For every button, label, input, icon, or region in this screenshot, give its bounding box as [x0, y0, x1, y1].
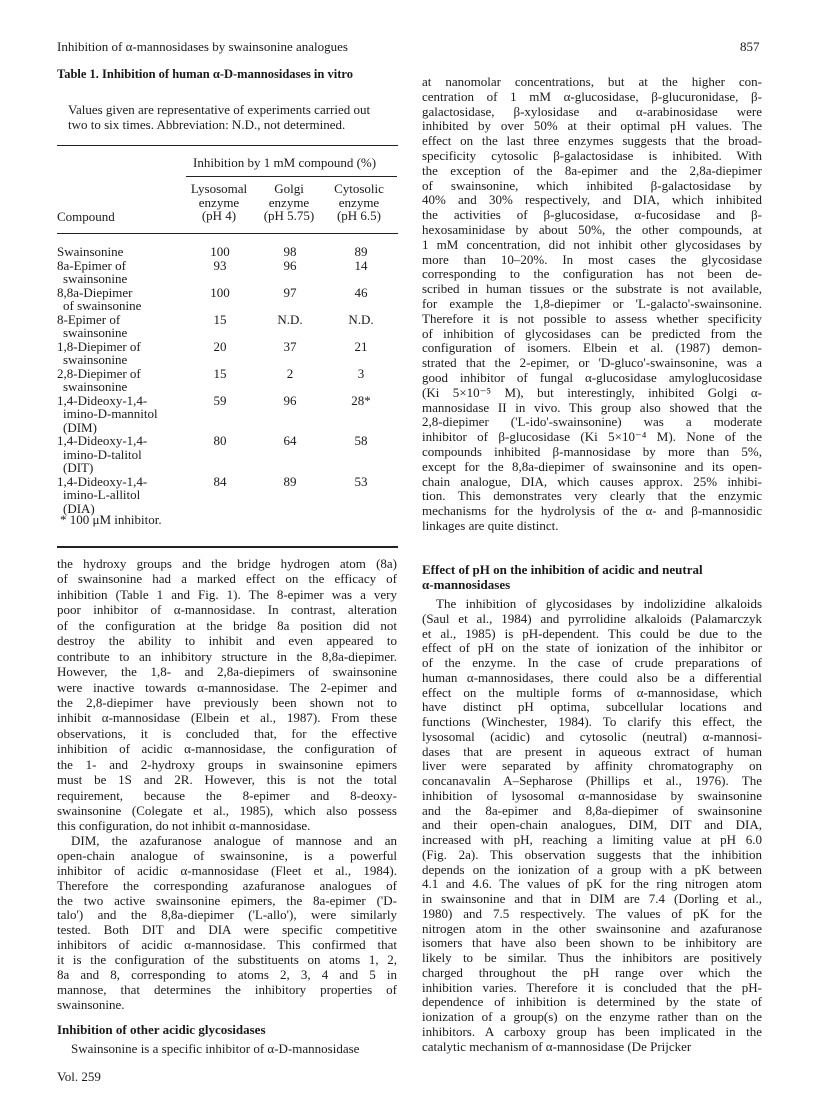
text-line: the hydroxy groups and the bridge hydrogen atom (8a): [57, 556, 397, 571]
text-line: 1980) and 7.5 respectively. The values of pK for the: [422, 905, 762, 921]
text-line: effect on the multiple forms of α-mannosidase, which: [422, 684, 762, 700]
table-row: [57, 259, 398, 286]
compound-cell: [57, 286, 197, 313]
value-cell: 89: [354, 244, 368, 259]
text-line: hexosaminidase by about 50%, the other compounds, at: [422, 221, 762, 237]
text-line: compounds inhibited β-mannosidase by more than 5%,: [422, 443, 762, 459]
compound-cell: [57, 394, 197, 435]
compound-name-line: of swainsonine: [63, 298, 142, 313]
text-line: were inactive towards α-mannosidase. The 2-epimer and: [57, 679, 397, 695]
value-cell: 20: [213, 338, 227, 354]
heading-line: α-mannosidases: [422, 577, 511, 592]
text-line: in swainsonine and that in DIM are 7.4 (Dorling et al.,: [422, 891, 762, 906]
text-line: good inhibitor of fungal α-glucosidase amyloglucosidase: [422, 369, 762, 385]
text-line: The inhibition of glycosidases by indolizidine alkaloids: [436, 596, 762, 611]
table-bottom-rule: [57, 546, 398, 548]
value-cell: 98: [283, 244, 297, 259]
text-line: of the enzyme. In the case of crude preparations of: [422, 655, 762, 670]
left-paragraph-2: [57, 834, 397, 1013]
text-line: dases that are present in aqueous extract of human: [422, 743, 762, 759]
value-cell: 21: [354, 338, 368, 354]
value-cell: 59: [213, 392, 227, 408]
value-cell: 2: [286, 365, 294, 381]
header-line: enzyme: [338, 194, 380, 210]
header-line: Lysosomal: [190, 181, 248, 196]
text-line: concanavalin A–Sepharose (Phillips et al., 1976). The: [422, 773, 762, 788]
text-line: functions (Winchester, 1984). To clarify this effect, the: [422, 714, 762, 729]
table-body: [57, 245, 398, 515]
compound-name-line: 1,8-Diepimer of: [57, 338, 141, 354]
right-paragraph-2: [422, 597, 762, 1054]
text-line: centration of 1 mM α-glucosidase, β-glucuronidase, β-: [422, 88, 762, 104]
text-line: inhibition (Table 1 and Fig. 1). The 8-epimer was a very: [57, 586, 397, 602]
compound-name-line: (DIM): [63, 419, 97, 435]
table-row: [57, 367, 398, 394]
text-line: strated that the 2-epimer, or 'D-gluco'-swainsonine, was a: [422, 355, 762, 371]
column-header-golgi: [253, 182, 325, 223]
text-line: tested. Both DIT and DIA were specific competitive: [57, 922, 397, 938]
compound-name-line: 1,4-Dideoxy-1,4-: [57, 473, 148, 489]
header-line: Cytosolic: [334, 181, 384, 196]
text-line: at nanomolar concentrations, but at the higher con-: [422, 74, 762, 89]
compound-cell: [57, 259, 197, 286]
compound-name-line: 2,8-Diepimer of: [57, 365, 141, 381]
text-line: must be 1S and 2R. However, this is not the total: [57, 772, 397, 788]
text-line: depends on the ionization of a group with a pK between: [422, 861, 762, 877]
text-line: catalytic mechanism of α-mannosidase (De Prijcker: [422, 1038, 692, 1054]
compound-cell: [57, 367, 197, 394]
text-line: 2,8-diepimer ('L-ido'-swainsonine) was a moderate: [422, 414, 762, 430]
compound-name-line: 1,4-Dideoxy-1,4-: [57, 392, 148, 408]
text-line: DIM, the azafuranose analogue of mannose and an: [71, 833, 397, 848]
group-header: Inhibition by 1 mM compound (%): [193, 155, 377, 170]
heading-line: Effect of pH on the inhibition of acidic and neutral: [422, 562, 703, 577]
text-line: corresponding to the configuration has not been de-: [422, 266, 762, 282]
text-line: observations, it is concluded that, for the effective: [57, 725, 397, 741]
text-line: talo') and the 8,8a-diepimer ('L-allo'), were similarly: [57, 907, 397, 923]
table-header-rule: [57, 233, 398, 234]
text-line: poor inhibitor of α-mannosidase. In contrast, alteration: [57, 602, 397, 618]
table-title: Table 1. Inhibition of human α-D-mannosidases in vitro: [57, 67, 353, 81]
text-line: 4.1 and 4.6. The values of pK for the ring nitrogen atom: [422, 876, 762, 892]
caption-line: two to six times. Abbreviation: N.D., not determined.: [68, 117, 346, 132]
text-line: 8a and 8, corresponding to atoms 2, 3, 4 and 5 in: [57, 967, 397, 983]
value-cell: 80: [213, 433, 227, 448]
compound-name-line: 8a-Epimer of: [57, 257, 126, 273]
text-line: However, the 1,8- and 2,8a-diepimers of swainsonine: [57, 664, 397, 680]
text-line: the two active swainsonine epimers, the 8a-epimer ('D-: [57, 892, 397, 908]
text-line: increased with pH, reaching a limiting value at pH 6.0: [422, 832, 762, 847]
caption-line: Values given are representative of experiments carried out: [68, 102, 371, 117]
table-row: [57, 313, 398, 340]
text-line: swainsonine (Colegate et al., 1985), which also possess: [57, 803, 397, 818]
text-line: human α-mannosidases, there could also be a differential: [422, 669, 762, 685]
text-line: ionization of a group(s) on the enzyme rather than on the: [422, 1009, 762, 1024]
text-line: mannosidase II in vivo. This group also showed that the: [422, 399, 762, 415]
column-header-cytosolic: [323, 182, 395, 223]
table-row: [57, 286, 398, 313]
text-line: inhibitor of acidic α-mannosidase (Fleet et al., 1984).: [57, 862, 397, 878]
text-line: mechanisms for the hydrolysis of the α- and β-mannosidic: [422, 503, 762, 519]
value-cell: 14: [354, 257, 368, 273]
text-line: the activities of β-glucosidase, α-fucosidase and β-: [422, 207, 762, 223]
text-line: for example the 1,8-diepimer or 'L-galacto'-swainsonine.: [422, 295, 762, 311]
text-line: tion. This demonstrates very clearly that the enzymic: [422, 488, 762, 504]
text-line: Therefore it is not possible to assess whether specificity: [422, 310, 762, 326]
footer-volume: Vol. 259: [57, 1069, 101, 1084]
text-line: and their open-chain analogues, DIM, DIT and DIA,: [422, 817, 762, 833]
text-line: the exception of the 8a-epimer and the 2,8a-diepimer: [422, 162, 762, 178]
text-line: et al., 1985) is pH-dependent. This could be due to the: [422, 625, 762, 641]
compound-name-line: Swainsonine: [57, 244, 124, 259]
value-cell: 89: [283, 473, 297, 489]
table-row: [57, 245, 398, 259]
left-paragraph-1: [57, 556, 397, 834]
compound-name-line: swainsonine: [63, 325, 128, 340]
text-line: effect on the last three enzymes suggests that the broad-: [422, 133, 762, 149]
compound-name-line: (DIT): [63, 460, 94, 475]
compound-name-line: imino-D-mannitol: [63, 406, 158, 421]
value-cell: 37: [283, 338, 297, 354]
value-cell: 15: [213, 365, 227, 381]
section-heading-ph-effect: [422, 562, 703, 592]
text-line: mannose, that determines the inhibitory properties of: [57, 981, 397, 997]
value-cell: 93: [213, 257, 227, 273]
text-line: lysosomal (acidic) and cytosolic (neutral) α-mannosi-: [422, 728, 762, 744]
text-line: chain analogue, DIA, which causes approx. 25% inhibi-: [422, 473, 762, 489]
text-line: scribed in human tissues or the substrate is not available,: [422, 281, 762, 297]
text-line: charged throughout the pH range over which the: [422, 964, 762, 980]
text-line: inhibition of lysosomal α-mannosidase by swainsonine: [422, 787, 762, 803]
header-line: Golgi: [274, 181, 304, 196]
text-line: inhibition of acidic α-mannosidase, the configuration of: [57, 741, 397, 757]
text-line: the 2,8-diepimer have previously been shown not to: [57, 694, 397, 710]
header-line: enzyme: [268, 194, 310, 210]
text-line: nitrogen atom in the other swainsonine and azafuranose: [422, 920, 762, 936]
text-line: inhibition varies. Therefore it is concluded that the pH-: [422, 979, 762, 995]
page-number: 857: [740, 39, 760, 54]
compound-cell: [57, 313, 197, 340]
compound-name-line: (DIA): [63, 500, 95, 516]
section-heading-other-glycosidases: Inhibition of other acidic glycosidases: [57, 1022, 266, 1037]
text-line: contribute to an inhibitory structure in the 8,8a-diepimer.: [57, 648, 397, 664]
compound-name-line: 1,4-Dideoxy-1,4-: [57, 433, 148, 448]
compound-cell: [57, 245, 197, 259]
value-cell: N.D.: [277, 311, 303, 327]
text-line: of swainsonine, which inhibited β-galactosidase by: [422, 177, 762, 193]
text-line: effect of pH on the state of ionization of the inhibitor or: [422, 640, 762, 656]
text-line: open-chain analogue of swainsonine, is a powerful: [57, 847, 397, 863]
value-cell: 28*: [351, 392, 371, 408]
table-footnote: * 100 μM inhibitor.: [60, 512, 162, 527]
text-line: Therefore the corresponding azafuranose analogues of: [57, 877, 397, 893]
value-cell: 46: [354, 284, 368, 300]
value-cell: 96: [283, 392, 297, 408]
text-line: configuration of isomers. Elbein et al. (1987) demon-: [422, 340, 762, 356]
compound-cell: [57, 434, 197, 475]
text-line: have distinct pH optima, subcellular locations and: [422, 699, 762, 715]
text-line: the 1- and 2-hydroxy groups in swainsonine epimers: [57, 756, 397, 772]
table-caption: [68, 102, 370, 132]
header-line: (pH 5.75): [263, 208, 315, 223]
value-cell: 97: [283, 284, 297, 300]
value-cell: 100: [210, 284, 230, 300]
text-line: of swainsonine had a marked effect on the efficacy of: [57, 571, 397, 587]
text-line: (Fig. 2a). This observation suggests that the inhibition: [422, 846, 762, 862]
compound-name-line: 8,8a-Diepimer: [57, 284, 133, 300]
header-line: enzyme: [198, 194, 240, 210]
text-line: likely to be similar. Thus the inhibitors are positively: [422, 950, 762, 965]
table-row: [57, 394, 398, 435]
text-line: linkages are quite distinct.: [422, 517, 559, 533]
table-row: [57, 434, 398, 475]
text-line: inhibited by over 50% at their optimal pH values. The: [422, 118, 762, 134]
text-line: this configuration, do not inhibit α-mannosidase.: [57, 818, 311, 834]
value-cell: 58: [354, 433, 368, 448]
compound-cell: [57, 475, 197, 516]
left-paragraph-3: [57, 1041, 397, 1056]
text-line: except for the 8,8a-diepimer of swainsonine and its open-: [422, 458, 762, 474]
header-line: (pH 4): [201, 208, 237, 223]
text-line: requirement, because the 8-epimer and 8-deoxy-: [57, 787, 397, 803]
text-line: 1 mM concentration, did not inhibit other glycosidases by: [422, 236, 762, 252]
value-cell: 53: [354, 473, 368, 489]
value-cell: 96: [283, 257, 297, 273]
compound-name-line: swainsonine: [63, 352, 128, 367]
text-line: inhibitors. A carboxy group has been implicated in the: [422, 1023, 762, 1039]
text-line: swainsonine.: [57, 996, 125, 1012]
table-row: [57, 340, 398, 367]
text-line: (Ki 5×10⁻⁵ M), but interestingly, inhibited Golgi α-: [422, 384, 762, 400]
text-line: Swainsonine is a specific inhibitor of α-D-mannosidase: [71, 1041, 360, 1056]
text-line: galactosidase, β-xylosidase and α-arabinosidase were: [422, 103, 762, 119]
text-line: and the 8a-epimer and 8,8a-diepimer of swainsonine: [422, 802, 762, 818]
value-cell: 64: [283, 433, 297, 448]
compound-name-line: imino-D-talitol: [63, 446, 142, 462]
running-head: Inhibition of α-mannosidases by swainsonine analogues: [57, 39, 348, 54]
compound-name-line: swainsonine: [63, 271, 128, 286]
value-cell: N.D.: [348, 311, 374, 327]
table-row: [57, 475, 398, 516]
text-line: of the configuration at the bridge 8a position did not: [57, 617, 397, 633]
compound-cell: [57, 340, 197, 367]
text-line: isomers that have also been shown to be inhibitory are: [422, 935, 762, 951]
compound-name-line: swainsonine: [63, 379, 128, 394]
compound-header: Compound: [57, 209, 115, 224]
text-line: (Saul et al., 1984) and pyrrolidine alkaloids (Palamarczyk: [422, 610, 762, 626]
right-paragraph-1: [422, 75, 762, 534]
group-header-rule: [186, 176, 397, 177]
value-cell: 3: [357, 365, 365, 381]
value-cell: 15: [213, 311, 227, 327]
text-line: 40% and 30% respectively, and DIA, which inhibited: [422, 192, 762, 208]
table-top-rule: [57, 145, 398, 146]
text-line: it is the configuration of the substituents on atoms 1, 2,: [57, 952, 397, 968]
value-cell: 100: [210, 244, 230, 259]
text-line: dependence of inhibition is determined by the state of: [422, 994, 762, 1010]
text-line: specificity cytosolic β-galactosidase is inhibited. With: [422, 147, 762, 163]
value-cell: 84: [213, 473, 227, 489]
column-header-lysosomal: [183, 182, 255, 223]
text-line: inhibitor of β-glucosidase (Ki 5×10⁻⁴ M). None of the: [422, 429, 762, 445]
compound-name-line: 8-Epimer of: [57, 311, 121, 327]
compound-name-line: imino-L-allitol: [63, 487, 141, 502]
text-line: more than 10–20%. In most cases the glycosidase: [422, 251, 762, 267]
text-line: liver were separated by affinity chromatography on: [422, 758, 762, 774]
text-line: inhibitors of acidic α-mannosidase. This confirmed that: [57, 937, 397, 953]
text-line: destroy the ability to inhibit and even appeared to: [57, 633, 397, 649]
text-line: inhibit α-mannosidase (Elbein et al., 1987). From these: [57, 710, 397, 726]
header-line: (pH 6.5): [336, 208, 382, 223]
text-line: of inhibition of glycosidases can be predicted from the: [422, 325, 762, 341]
